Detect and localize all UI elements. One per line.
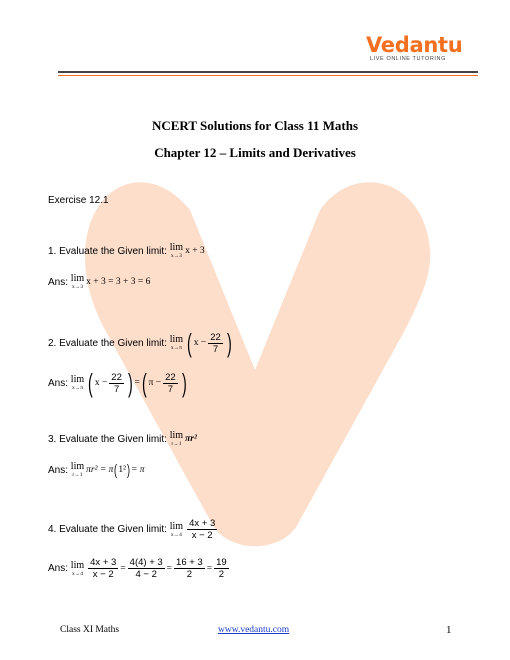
- limit-operator: lim x→4: [169, 520, 184, 538]
- vedantu-logo[interactable]: [366, 33, 476, 62]
- limit-operator: lim r→1: [169, 430, 184, 447]
- answer-label: Ans:: [48, 276, 69, 288]
- limit-operator: lim x→3: [169, 242, 184, 259]
- answer-3: Ans: lim r→1 πr² = π ( 1² ) = π: [48, 461, 145, 479]
- answer-1-expr: x + 3 = 3 + 3 = 6: [86, 277, 151, 287]
- equals-sign: =: [206, 563, 213, 574]
- fraction: $\frac{4(4) + 3}{4 - 2}$: [129, 557, 163, 580]
- question-4-prompt: 4. Evaluate the Given limit:: [48, 524, 167, 535]
- fraction: $\frac{22}{7}$: [210, 331, 221, 355]
- header-rule-orange: [58, 75, 478, 76]
- exercise-heading: Exercise 12.1: [48, 195, 109, 206]
- limit-operator: lim x→4: [70, 559, 85, 577]
- logo-wordmark: Vedantu: [366, 33, 463, 57]
- answer-2-pre2: π −: [148, 378, 162, 388]
- question-3-expr: πr²: [185, 434, 197, 444]
- fraction: $\frac{22}{7}$: [111, 371, 122, 395]
- equals-sign: =: [120, 563, 126, 574]
- header-rule-dark: [58, 71, 478, 73]
- page-title: NCERT Solutions for Class 11 Maths: [151, 118, 359, 133]
- question-2-pre: x −: [193, 338, 207, 348]
- fraction: $\frac{4x + 3}{x - 2}$: [189, 518, 216, 541]
- question-1-expr: x + 3: [185, 246, 205, 256]
- fraction: $\frac{22}{7}$: [165, 371, 176, 395]
- limit-operator: lim r→1: [70, 461, 85, 478]
- limit-operator: lim x→π: [70, 374, 85, 391]
- page-number: 1: [446, 624, 452, 636]
- question-2: 2. Evaluate the Given limit: lim x→π ( x − $\frac{22}{7}$ ): [48, 328, 232, 358]
- limit-operator: lim x→π: [169, 334, 184, 351]
- question-3: [48, 431, 197, 447]
- answer-label: Ans:: [48, 464, 69, 476]
- question-3-prompt: 3. Evaluate the Given limit:: [48, 433, 167, 445]
- answer-3-expr2: = π: [130, 465, 145, 475]
- question-1-prompt: 1. Evaluate the Given limit:: [48, 245, 167, 257]
- equals-sign: =: [166, 563, 173, 574]
- fraction: $\frac{16 + 3}{2}$: [176, 557, 203, 580]
- fraction: $\frac{4x + 3}{x - 2}$: [90, 557, 117, 580]
- chapter-title: Chapter 12 – Limits and Derivatives: [154, 145, 356, 160]
- answer-label: Ans:: [48, 563, 69, 574]
- question-4: [48, 518, 219, 541]
- answer-2: Ans: lim x→π ( x − $\frac{22}{7}$ ) = ( π − $\frac{22}{7}$ ): [48, 368, 187, 398]
- footer-link[interactable]: www.vedantu.com: [218, 625, 290, 635]
- limit-operator: lim x→3: [70, 273, 85, 290]
- question-2-prompt: 2. Evaluate the Given limit:: [48, 337, 167, 349]
- fraction: $\frac{19}{2}$: [216, 557, 227, 580]
- answer-4: [48, 557, 231, 580]
- equals-sign: =: [134, 378, 140, 388]
- answer-1: [48, 274, 150, 290]
- logo-tagline: LIVE ONLINE TUTORING: [370, 56, 446, 62]
- answer-3-inner: 1²: [118, 465, 126, 475]
- answer-label: Ans:: [48, 377, 69, 389]
- answer-2-pre: x −: [94, 378, 108, 388]
- question-1: [48, 243, 205, 259]
- answer-3-expr1: πr² = π: [86, 465, 114, 475]
- footer-class: Class XI Maths: [60, 625, 120, 635]
